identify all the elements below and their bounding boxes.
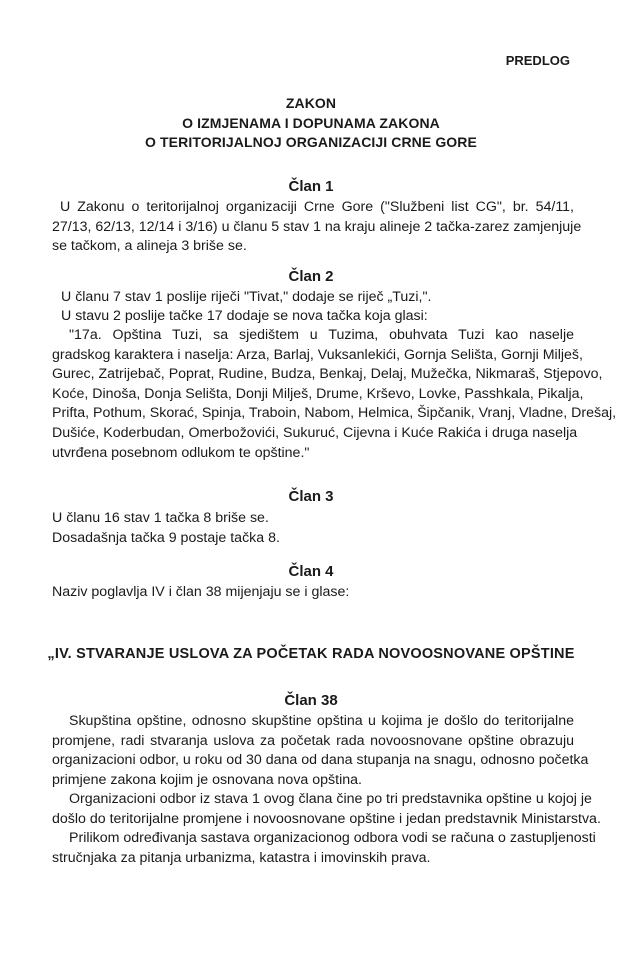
clan38-p3-line: stručnjaka za pitanja urbanizma, katastra i imovinskih prava. bbox=[52, 849, 431, 866]
clan4-line1: Naziv poglavlja IV i član 38 mijenjaju se i glase: bbox=[52, 584, 350, 600]
predlog-label: PREDLOG bbox=[505, 53, 570, 68]
clan38-p1-line: primjene zakona kojim je osnovana nova opština. bbox=[52, 771, 362, 788]
clan2-heading: Član 2 bbox=[288, 268, 334, 285]
clan38-p2-line: Organizacioni odbor iz stava 1 ovog člana čine po tri predstavnika opštine u kojoj je bbox=[69, 791, 592, 807]
quote-line: "17a. Opština Tuzi, sa sjedištem u Tuzima, obuhvata Tuzi kao naselje bbox=[69, 327, 574, 343]
clan3-line2: Dosadašnja tačka 9 postaje tačka 8. bbox=[52, 530, 280, 546]
clan38-p1-line: promjene, radi stvaranja uslova za početak rada novoosnovane opštine obrazuju bbox=[52, 732, 574, 749]
clan38-heading: Član 38 bbox=[284, 692, 338, 709]
law-title: ZAKON bbox=[285, 95, 337, 111]
clan1-line: se tačkom, a alineja 3 briše se. bbox=[52, 238, 247, 255]
clan4-heading: Član 4 bbox=[288, 563, 334, 580]
clan3-heading: Član 3 bbox=[288, 488, 334, 505]
quote-line: utvrđena posebnom odlukom te opštine." bbox=[52, 444, 310, 461]
chapter-iv-heading: „IV. STVARANJE USLOVA ZA POČETAK RADA NOVOOSNOVANE OPŠTINE bbox=[47, 646, 575, 662]
clan2-line2: U stavu 2 poslije tačke 17 dodaje se nova tačka koja glasi: bbox=[61, 308, 428, 324]
clan38-p1-line: Skupština opštine, odnosno skupštine opština u kojima je došlo do teritorijalne bbox=[69, 713, 574, 729]
law-subtitle-2: O TERITORIJALNOJ ORGANIZACIJI CRNE GORE bbox=[145, 134, 477, 150]
clan38-paragraph-2 bbox=[52, 790, 601, 829]
clan1-line: U Zakonu o teritorijalnoj organizaciji Crne Gore ("Službeni list CG", br. 54/11, bbox=[60, 199, 574, 215]
quote-line: Gurec, Zatrijebač, Poprat, Rudine, Budza, Benkaj, Delaj, Mužečka, Nikmaraš, Stjepovo, bbox=[52, 366, 603, 383]
clan38-p3-line: Prilikom određivanja sastava organizacionog odbora vodi se računa o zastupljenosti bbox=[69, 830, 596, 846]
clan1-heading: Član 1 bbox=[288, 178, 334, 195]
clan1-line: 27/13, 62/13, 12/14 i 3/16) u članu 5 stav 1 na kraju alineje 2 tačka-zarez zamjenjuje bbox=[52, 218, 582, 235]
clan2-quote bbox=[52, 326, 617, 463]
clan38-p1-line: organizacioni odbor, u roku od 30 dana od dana stupanja na snagu, odnosno početka bbox=[52, 752, 589, 769]
clan3-line1: U članu 16 stav 1 tačka 8 briše se. bbox=[52, 510, 269, 526]
quote-line: Prifta, Pothum, Skorać, Spinja, Traboin, Nabom, Helmica, Šipčanik, Vranj, Vladne, Drešaj, bbox=[52, 405, 617, 422]
quote-line: Dušiće, Koderbudan, Omerbožovići, Sukuruć, Cijevna i Kuće Rakića i druga naselja bbox=[52, 424, 578, 441]
clan38-paragraph-3 bbox=[52, 829, 596, 868]
clan1-paragraph bbox=[52, 198, 582, 257]
quote-line: gradskog karaktera i naselja: Arza, Barlaj, Vuksanlekići, Gornja Selišta, Gornji Milješ, bbox=[52, 346, 583, 363]
clan38-p2-line: došlo do teritorijalne promjene i novoosnovane opštine i jedan predstavnik Ministarstva. bbox=[52, 810, 601, 827]
quote-line: Koće, Dinoša, Donja Selišta, Donji Milješ, Drume, Krševo, Lovke, Passhkala, Pikalja, bbox=[52, 385, 584, 402]
clan38-paragraph-1 bbox=[52, 712, 589, 790]
clan2-line1: U članu 7 stav 1 poslije riječi "Tivat," dodaje se riječ „Tuzi,". bbox=[61, 289, 432, 305]
law-subtitle-1: O IZMJENAMA I DOPUNAMA ZAKONA bbox=[182, 115, 440, 131]
